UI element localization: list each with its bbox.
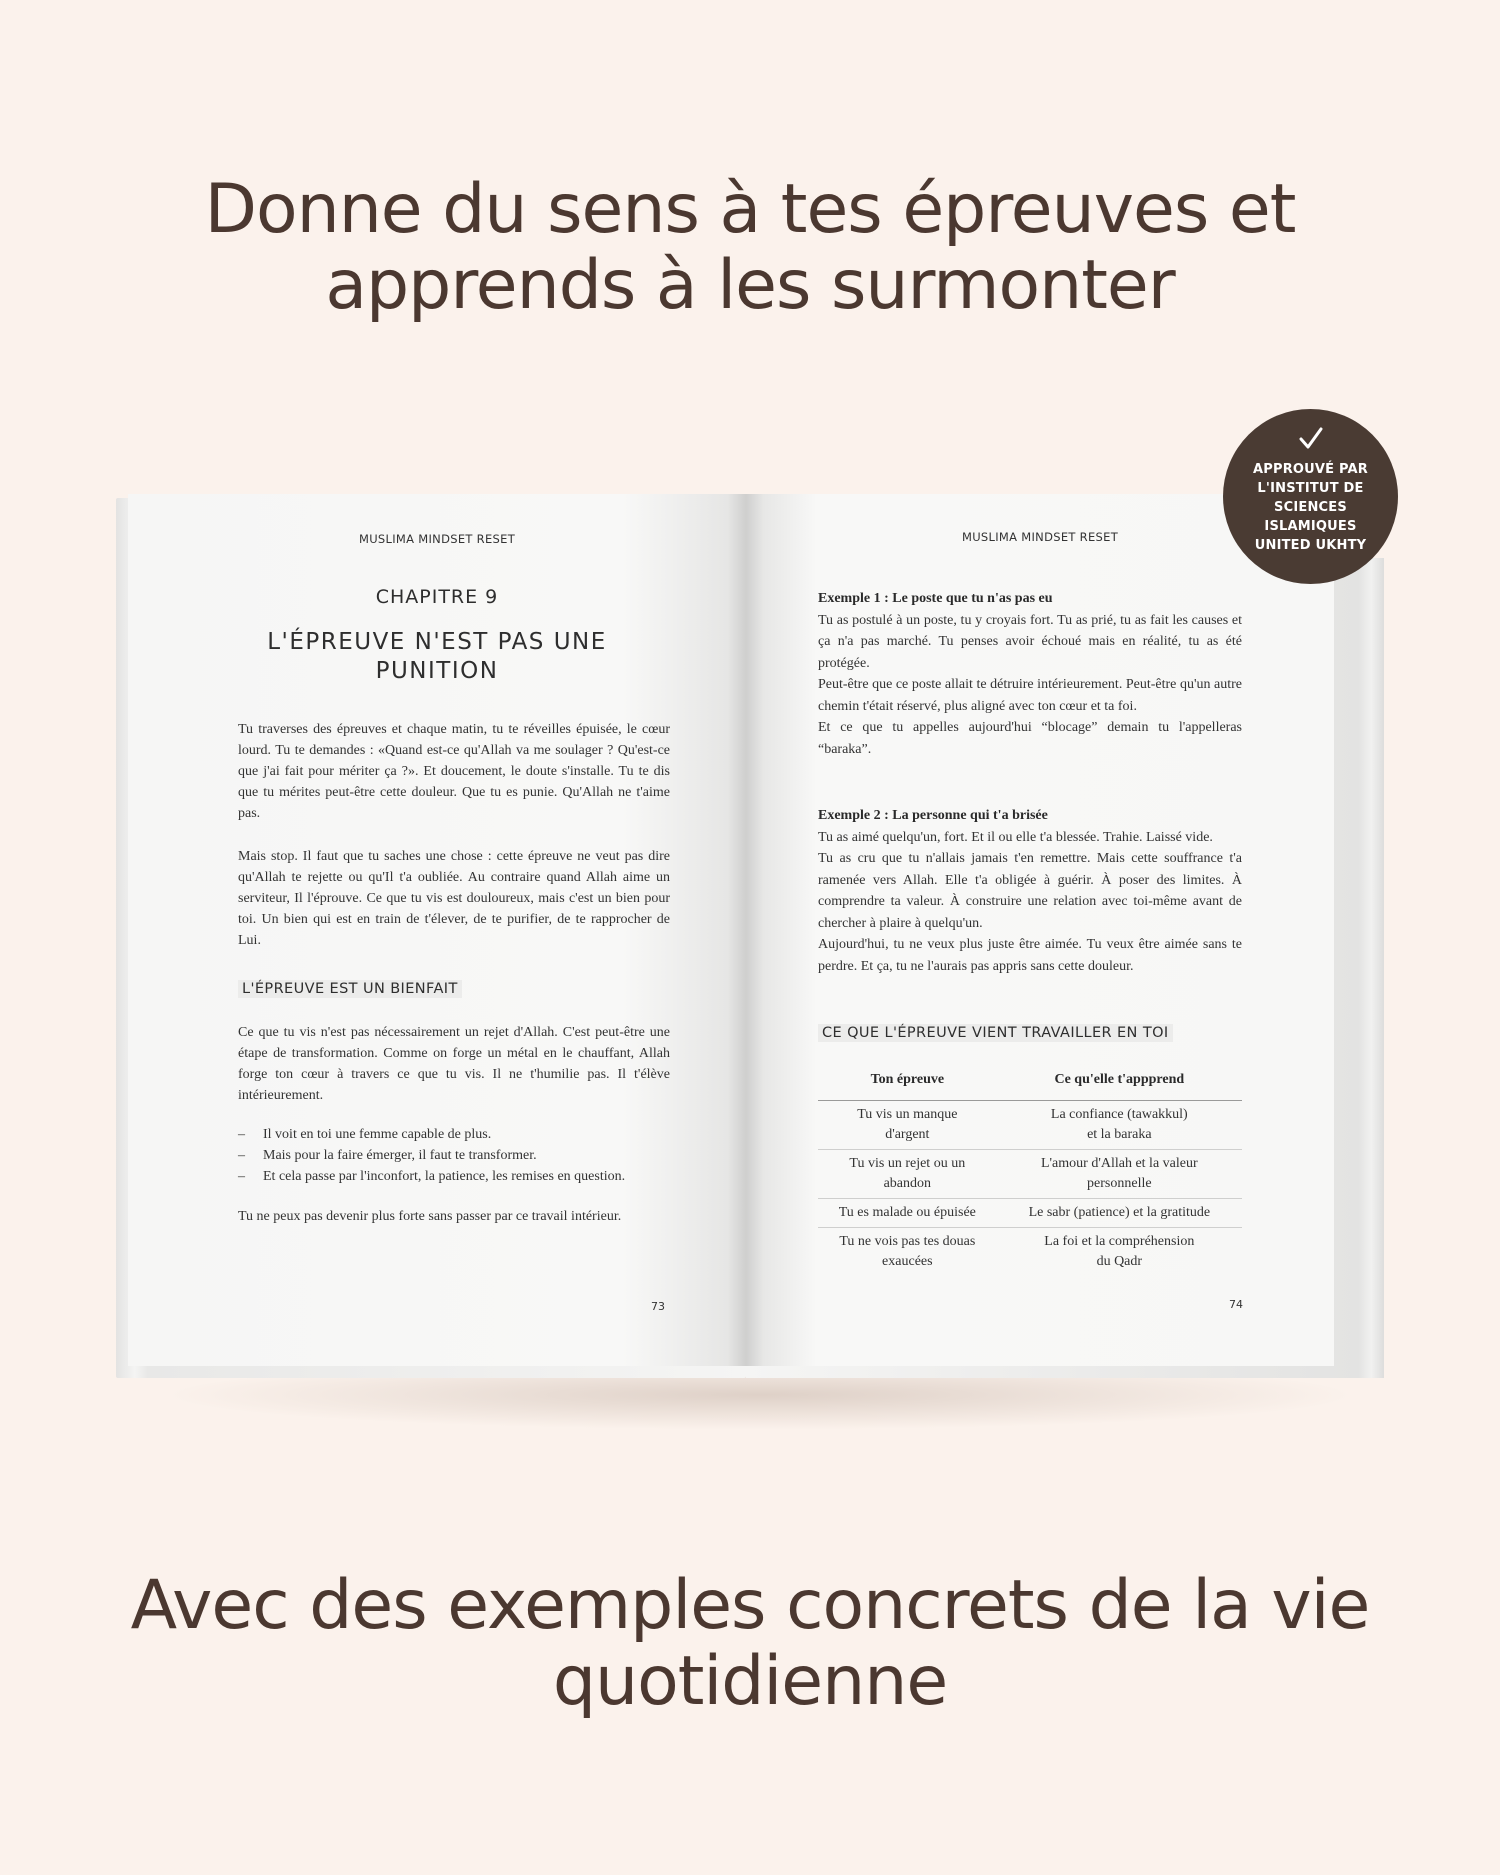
badge-line: L'INSTITUT DE: [1257, 481, 1364, 496]
table-header-cell: Ce qu'elle t'appprend: [1054, 1072, 1185, 1087]
badge-line: SCIENCES: [1274, 500, 1347, 515]
headline-top-line-2: apprends à les surmonter: [325, 246, 1175, 325]
page-number: 74: [1229, 1298, 1243, 1311]
table-cell: Tu ne vois pas tes douas exaucées: [839, 1234, 976, 1269]
badge-text: [1235, 460, 1386, 555]
left-page: [128, 494, 746, 1366]
list-item-text: Et cela passe par l'inconfort, la patience, les remises en question.: [263, 1169, 626, 1184]
badge-line: UNITED UKHTY: [1254, 538, 1367, 553]
example-1-title: Exemple 1 : Le poste que tu n'as pas eu: [818, 591, 1053, 606]
open-book: [116, 494, 1384, 1376]
example-1-paragraph: Tu as postulé à un poste, tu y croyais fort. Tu as prié, tu as fait les causes et ça n'a pas marché. Tu penses avoir échoué mais en réalité, tu as été protégée.: [818, 612, 1242, 671]
table-row: [818, 1228, 1242, 1276]
table-cell: La confiance (tawakkul) et la baraka: [1050, 1107, 1188, 1142]
right-page: [746, 494, 1334, 1366]
example-1-paragraph: Et ce que tu appelles aujourd'hui “blocage” demain tu l'appelleras “baraka”.: [818, 720, 1242, 757]
chapter-title-line-2: PUNITION: [375, 658, 499, 684]
example-2: [818, 805, 1242, 977]
running-head: MUSLIMA MINDSET RESET: [358, 532, 516, 546]
badge-line: APPROUVÉ PAR: [1252, 462, 1368, 477]
table-header-row: [818, 1060, 1242, 1101]
example-1-paragraph: Peut-être que ce poste allait te détruire intérieurement. Peut-être qu'un autre chemin t'était réservé, plus aligné avec ton cœur et ta foi.: [818, 677, 1242, 714]
example-2-title: Exemple 2 : La personne qui t'a brisée: [818, 808, 1048, 823]
headline-bottom-line-2: quotidienne: [552, 1642, 948, 1721]
list-item-text: Mais pour la faire émerger, il faut te transformer.: [263, 1148, 537, 1163]
list-item: – Mais pour la faire émerger, il faut te transformer.: [238, 1145, 678, 1166]
section-heading: L'ÉPREUVE EST UN BIENFAIT: [238, 980, 462, 998]
approval-badge: [1223, 409, 1398, 584]
paragraph: Mais stop. Il faut que tu saches une chose : cette épreuve ne veut pas dire qu'Allah te rejette ou qu'Il t'a oubliée. Au contraire quand Allah aime un serviteur, Il l'éprouve. Ce que tu vis est douloureux, mais c'est un bien pour toi. Un bien qui est en train de t'élever, de te purifier, de te rapprocher de Lui.: [238, 849, 670, 948]
list-item: – Il voit en toi une femme capable de plus.: [238, 1124, 678, 1145]
bullet-list: [238, 1124, 678, 1187]
page-number: 73: [651, 1300, 665, 1313]
paragraph: Tu traverses des épreuves et chaque matin, tu te réveilles épuisée, le cœur lourd. Tu te demandes : «Quand est-ce qu'Allah va me soulager ? Qu'est-ce que j'ai fait pour mériter ça ?». Et doucement, le doute s'installe. Tu te dis que tu mérites peut-être cette douleur. Que tu es punie. Qu'Allah ne t'aime pas.: [238, 722, 670, 821]
table-cell: La foi et la compréhension du Qadr: [1044, 1234, 1195, 1269]
running-head: MUSLIMA MINDSET RESET: [961, 530, 1119, 544]
list-item: – Et cela passe par l'inconfort, la patience, les remises en question.: [238, 1166, 678, 1187]
table-cell: Tu es malade ou épuisée: [838, 1205, 976, 1220]
table-row: [818, 1199, 1242, 1228]
table-row: [818, 1101, 1242, 1150]
table-row: [818, 1150, 1242, 1199]
table-cell: Tu vis un manque d'argent: [857, 1107, 958, 1142]
comparison-table: [818, 1060, 1242, 1276]
headline-top: [0, 172, 1500, 324]
badge-line: ISLAMIQUES: [1264, 519, 1357, 534]
example-2-paragraph: Tu as cru que tu n'allais jamais t'en remettre. Mais cette souffrance t'a ramenée vers Allah. Elle t'a obligée à guérir. À poser des limites. À comprendre ta valeur. À construire une relation avec toi-même avant de chercher à plaire à quelqu'un.: [818, 851, 1242, 931]
paragraph: Ce que tu vis n'est pas nécessairement un rejet d'Allah. C'est peut-être une étape de transformation. Comme on forge un métal en le chauffant, Allah forge ton cœur à travers ce que tu vis. Il ne t'humilie pas. Il t'élève intérieurement.: [238, 1025, 670, 1103]
headline-bottom: [0, 1568, 1500, 1720]
chapter-title-line-1: L'ÉPREUVE N'EST PAS UNE: [267, 629, 607, 655]
table-cell: L'amour d'Allah et la valeur personnelle: [1040, 1156, 1198, 1191]
headline-bottom-line-1: Avec des exemples concrets de la vie: [130, 1566, 1370, 1645]
table-cell: Le sabr (patience) et la gratitude: [1028, 1205, 1211, 1220]
table-cell: Tu vis un rejet ou un abandon: [849, 1156, 966, 1191]
headline-top-line-1: Donne du sens à tes épreuves et: [204, 170, 1296, 249]
chapter-number: CHAPITRE 9: [375, 586, 499, 608]
table-title: CE QUE L'ÉPREUVE VIENT TRAVAILLER EN TOI: [818, 1024, 1173, 1042]
checkmark-icon: [1223, 423, 1398, 459]
closing-paragraph: Tu ne peux pas devenir plus forte sans passer par ce travail intérieur.: [238, 1209, 622, 1224]
example-1: [818, 588, 1242, 760]
list-item-text: Il voit en toi une femme capable de plus.: [263, 1127, 492, 1142]
example-2-paragraph: Aujourd'hui, tu ne veux plus juste être aimée. Tu veux être aimée sans te perdre. Et ça, tu ne l'aurais pas appris sans cette douleur.: [818, 937, 1242, 974]
example-2-paragraph: Tu as aimé quelqu'un, fort. Et il ou elle t'a blessée. Trahie. Laissé vide.: [818, 829, 1213, 845]
table-header-cell: Ton épreuve: [870, 1072, 945, 1087]
chapter-title: [248, 628, 626, 686]
